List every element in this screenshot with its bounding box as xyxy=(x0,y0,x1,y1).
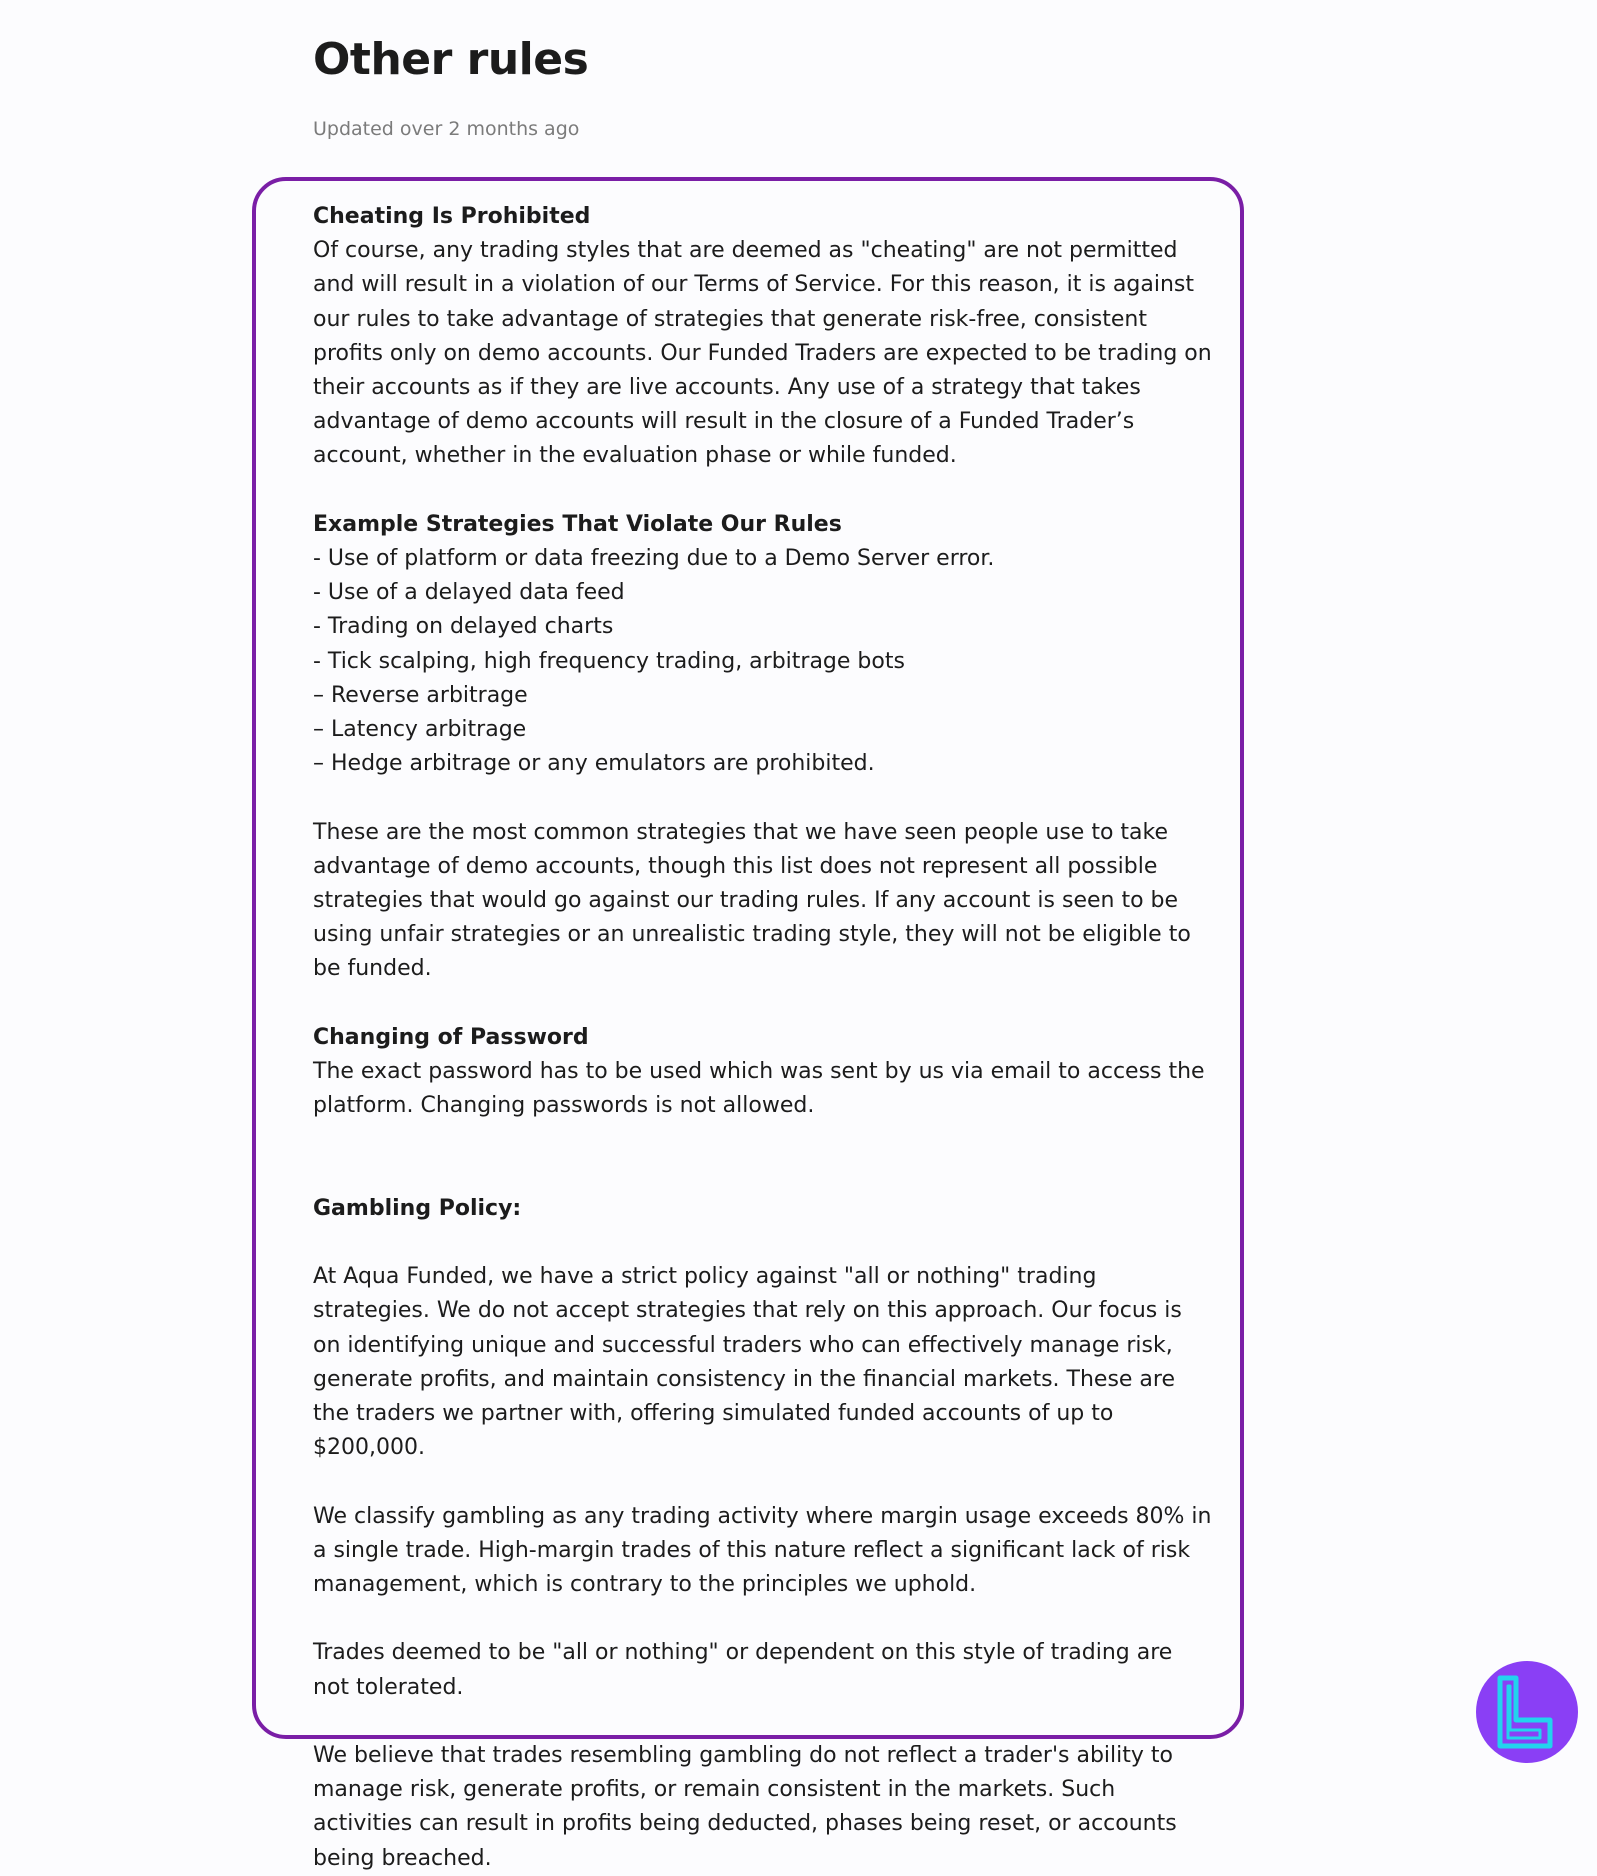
spacer xyxy=(313,1226,1213,1260)
section-cheating xyxy=(313,200,1213,474)
section-paragraph: We classify gambling as any trading activity where margin usage exceeds 80% in a single trade. High-margin trades of this nature reflect a significant lack of risk management, which is contrary to the principles we uphold. xyxy=(313,1503,1212,1598)
section-heading: Cheating Is Prohibited xyxy=(313,204,591,229)
section-gambling xyxy=(313,1192,1213,1876)
list-item: - Trading on delayed charts xyxy=(313,614,614,640)
list-item: - Tick scalping, high frequency trading, arbitrage bots xyxy=(313,648,905,674)
spacer xyxy=(313,474,1213,508)
brand-logo-icon[interactable] xyxy=(1476,1661,1578,1763)
spacer xyxy=(313,1602,1213,1636)
list-item: – Hedge arbitrage or any emulators are prohibited. xyxy=(313,751,875,777)
article-body xyxy=(313,200,1213,1876)
list-item: - Use of platform or data freezing due to a Demo Server error. xyxy=(313,546,995,572)
list-item: – Reverse arbitrage xyxy=(313,682,528,708)
spacer xyxy=(313,1705,1213,1739)
section-example-strategies xyxy=(313,508,1213,987)
section-heading: Example Strategies That Violate Our Rules xyxy=(313,511,842,537)
page-title: Other rules xyxy=(313,34,589,85)
section-paragraph: Of course, any trading styles that are deemed as "cheating" are not permitted and will result in a violation of our Terms of Service. For this reason, it is against our rules to take advantage of strategies that generate risk-free, consistent profits only on demo accounts. Our Funded Traders are expected to be trading on their accounts as if they are live accounts. Any use of a strategy that takes advantage of demo accounts will result in the closure of a Funded Trader’s account, whether in the evaluation phase or while funded. xyxy=(313,238,1212,469)
section-paragraph: Trades deemed to be "all or nothing" or dependent on this style of trading are not tolerated. xyxy=(313,1640,1173,1700)
section-heading: Changing of Password xyxy=(313,1024,589,1050)
section-paragraph: At Aqua Funded, we have a strict policy against "all or nothing" trading strategies. We do not accept strategies that rely on this approach. Our focus is on identifying unique and successful traders who can effectively manage risk, generate profits, and maintain consistency in the financial markets. These are the traders we partner with, offering simulated funded accounts of up to $200,000. xyxy=(313,1264,1182,1461)
spacer xyxy=(313,781,1213,815)
section-password xyxy=(313,1021,1213,1124)
section-paragraph: We believe that trades resembling gambling do not reflect a trader's ability to manage risk, generate profits, or remain consistent in the markets. Such activities can result in profits being deducted, phases being reset, or accounts being breached. xyxy=(313,1743,1177,1871)
section-paragraph: These are the most common strategies that we have seen people use to take advantage of demo accounts, though this list does not represent all possible strategies that would go against our trading rules. If any account is seen to be using unfair strategies or an unrealistic trading style, they will not be eligible to be funded. xyxy=(313,819,1191,982)
updated-timestamp: Updated over 2 months ago xyxy=(313,118,580,140)
list-item: – Latency arbitrage xyxy=(313,717,527,743)
section-paragraph: The exact password has to be used which was sent by us via email to access the platform. Changing passwords is not allowed. xyxy=(313,1059,1205,1119)
brand-logo-glyph xyxy=(1492,1672,1562,1752)
list-item: - Use of a delayed data feed xyxy=(313,580,625,606)
section-heading: Gambling Policy: xyxy=(313,1195,522,1221)
spacer xyxy=(313,987,1213,1021)
spacer xyxy=(313,1123,1213,1191)
spacer xyxy=(313,1465,1213,1499)
